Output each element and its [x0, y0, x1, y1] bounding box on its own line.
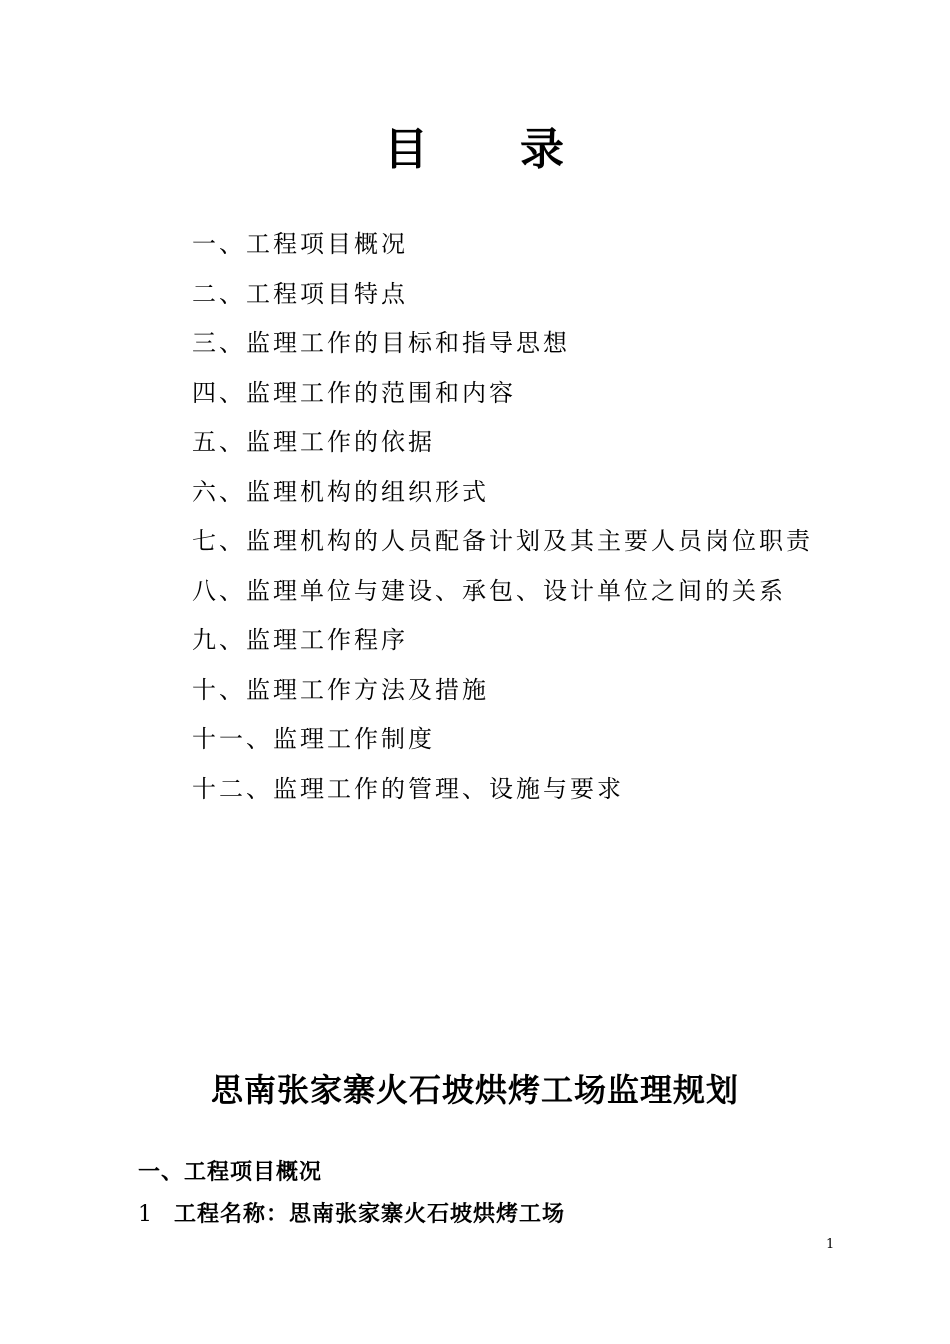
toc-title	[0, 120, 950, 180]
document-title: 思南张家寨火石坡烘烤工场监理规划	[210, 1071, 739, 1109]
project-item-number: 1	[138, 1202, 153, 1227]
toc-item[interactable]: 十一、监理工作制度	[192, 725, 435, 753]
project-name-line	[138, 1198, 565, 1231]
toc-item[interactable]: 二、工程项目特点	[192, 279, 408, 308]
toc-item[interactable]: 七、监理机构的人员配备计划及其主要人员岗位职责	[192, 527, 813, 555]
toc-item[interactable]: 六、监理机构的组织形式	[192, 477, 489, 506]
toc-item[interactable]: 十、监理工作方法及措施	[192, 675, 489, 704]
toc-title-second-char: 录	[520, 124, 566, 175]
toc-item[interactable]: 一、工程项目概况	[192, 230, 408, 258]
toc-item[interactable]: 三、监理工作的目标和指导思想	[192, 329, 570, 357]
toc-item[interactable]: 九、监理工作程序	[192, 626, 408, 654]
toc-title-first-char: 目	[384, 124, 430, 175]
toc-item[interactable]: 五、监理工作的依据	[192, 428, 435, 456]
toc-item[interactable]: 十二、监理工作的管理、设施与要求	[192, 774, 624, 803]
page-number: 1	[826, 1237, 835, 1252]
toc-item[interactable]: 四、监理工作的范围和内容	[192, 378, 516, 407]
toc-item[interactable]: 八、监理单位与建设、承包、设计单位之间的关系	[192, 576, 786, 605]
toc-list	[192, 220, 813, 814]
project-name-text: 工程名称：思南张家寨火石坡烘烤工场	[174, 1201, 566, 1227]
section-heading: 一、工程项目概况	[138, 1159, 323, 1185]
